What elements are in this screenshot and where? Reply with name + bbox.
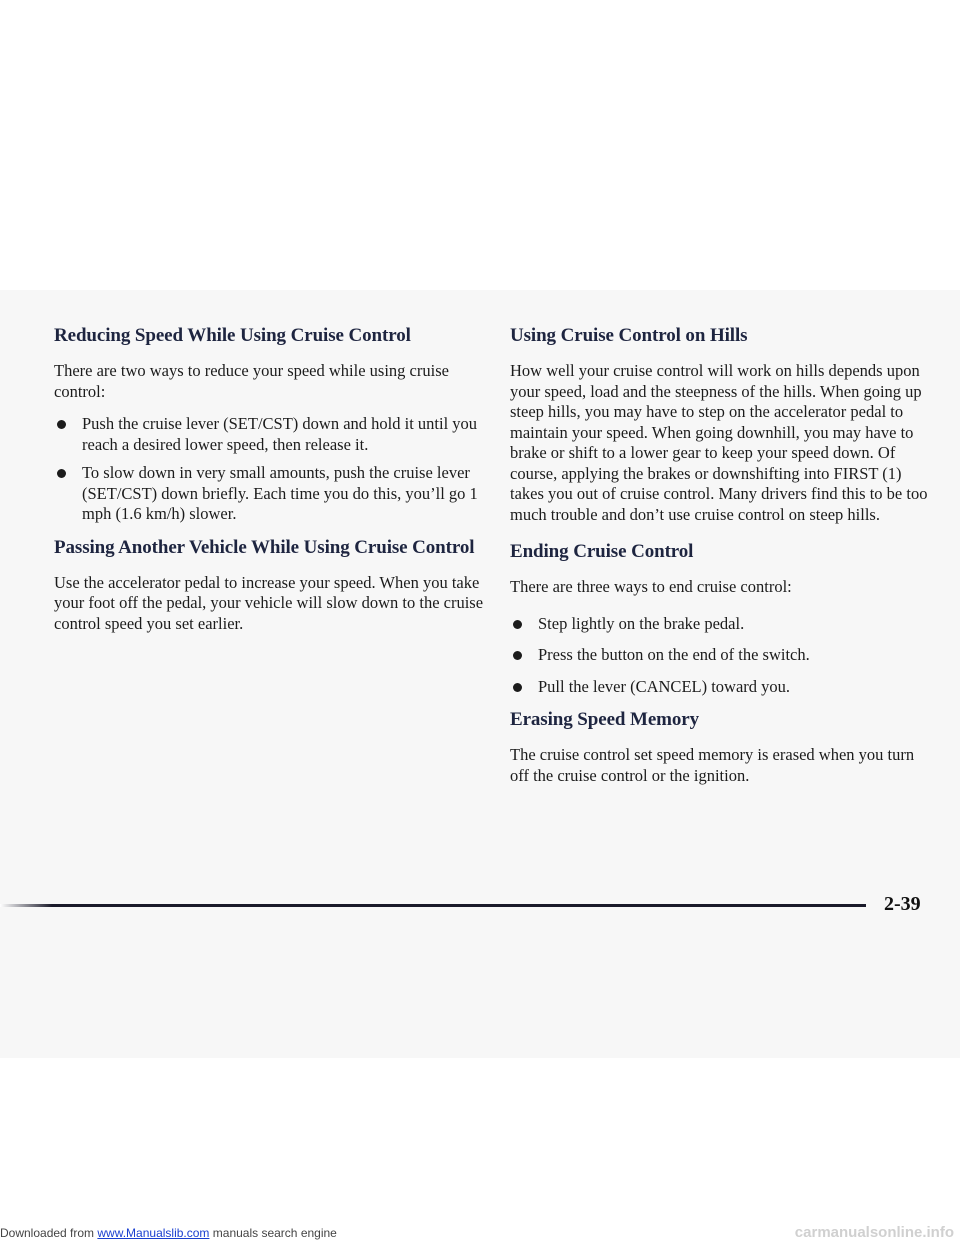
passing-vehicle-body: Use the accelerator pedal to increase your speed. When you take your foot off the pedal, your vehicle will slow down to the cruise control speed you set earlier.	[54, 572, 484, 633]
heading-passing-vehicle: Passing Another Vehicle While Using Cruise Control	[54, 536, 475, 558]
section-erasing-memory	[510, 709, 930, 786]
section-reducing-speed	[54, 325, 484, 525]
list-item	[510, 645, 930, 666]
left-column	[54, 325, 484, 646]
list-item-text: Pull the lever (CANCEL) toward you.	[538, 676, 791, 696]
section-hills	[510, 325, 930, 525]
section-passing-vehicle	[54, 537, 484, 635]
page-divider-rule	[0, 904, 866, 907]
hills-body: How well your cruise control will work on hills depends upon your speed, load and the steepness of the hills. When going up steep hills, you may have to step on the accelerator pedal to maintain your speed. When going downhill, you may have to brake or shift to a lower gear to keep your speed down. Of course, applying the brakes or downshifting into FIRST (1) takes you out of cruise control. Many drivers find this to be too much trouble and don’t use cruise control on steep hills.	[510, 361, 928, 524]
section-ending-cruise	[510, 541, 930, 697]
list-item-text: Step lightly on the brake pedal.	[538, 613, 745, 633]
list-item	[54, 463, 484, 525]
right-column	[510, 325, 930, 802]
reducing-speed-intro: There are two ways to reduce your speed while using cruise control:	[54, 361, 449, 401]
download-notice	[0, 1226, 337, 1240]
heading-erasing-memory: Erasing Speed Memory	[510, 709, 700, 730]
list-item	[510, 677, 930, 698]
page-number: 2-39	[884, 893, 921, 915]
heading-reducing-speed: Reducing Speed While Using Cruise Control	[54, 325, 411, 346]
bullet-icon	[57, 420, 66, 429]
bullet-icon	[57, 469, 66, 478]
list-item	[510, 614, 930, 635]
reducing-speed-list	[54, 414, 484, 525]
footer-prefix: Downloaded from	[0, 1226, 98, 1240]
bullet-icon	[513, 683, 522, 692]
list-item-text: Push the cruise lever (SET/CST) down and hold it until you reach a desired lower speed, then release it.	[82, 414, 478, 454]
bullet-icon	[513, 620, 522, 629]
list-item-text: Press the button on the end of the switch.	[538, 645, 810, 664]
watermark-text: carmanualsonline.info	[794, 1224, 954, 1241]
bullet-icon	[513, 651, 522, 660]
heading-hills: Using Cruise Control on Hills	[510, 325, 748, 346]
list-item-text: To slow down in very small amounts, push the cruise lever (SET/CST) down briefly. Each time you do this, you’ll go 1 mph (1.6 km/h) slower.	[82, 463, 478, 523]
download-footer	[0, 1224, 960, 1242]
list-item	[54, 414, 484, 455]
ending-cruise-intro: There are three ways to end cruise control:	[510, 577, 792, 596]
erasing-memory-body: The cruise control set speed memory is erased when you turn off the cruise control or the ignition.	[510, 745, 915, 785]
heading-ending-cruise: Ending Cruise Control	[510, 541, 694, 562]
footer-suffix: manuals search engine	[209, 1226, 337, 1240]
manualslib-link[interactable]: www.Manualslib.com	[97, 1226, 210, 1240]
ending-cruise-list	[510, 614, 930, 698]
